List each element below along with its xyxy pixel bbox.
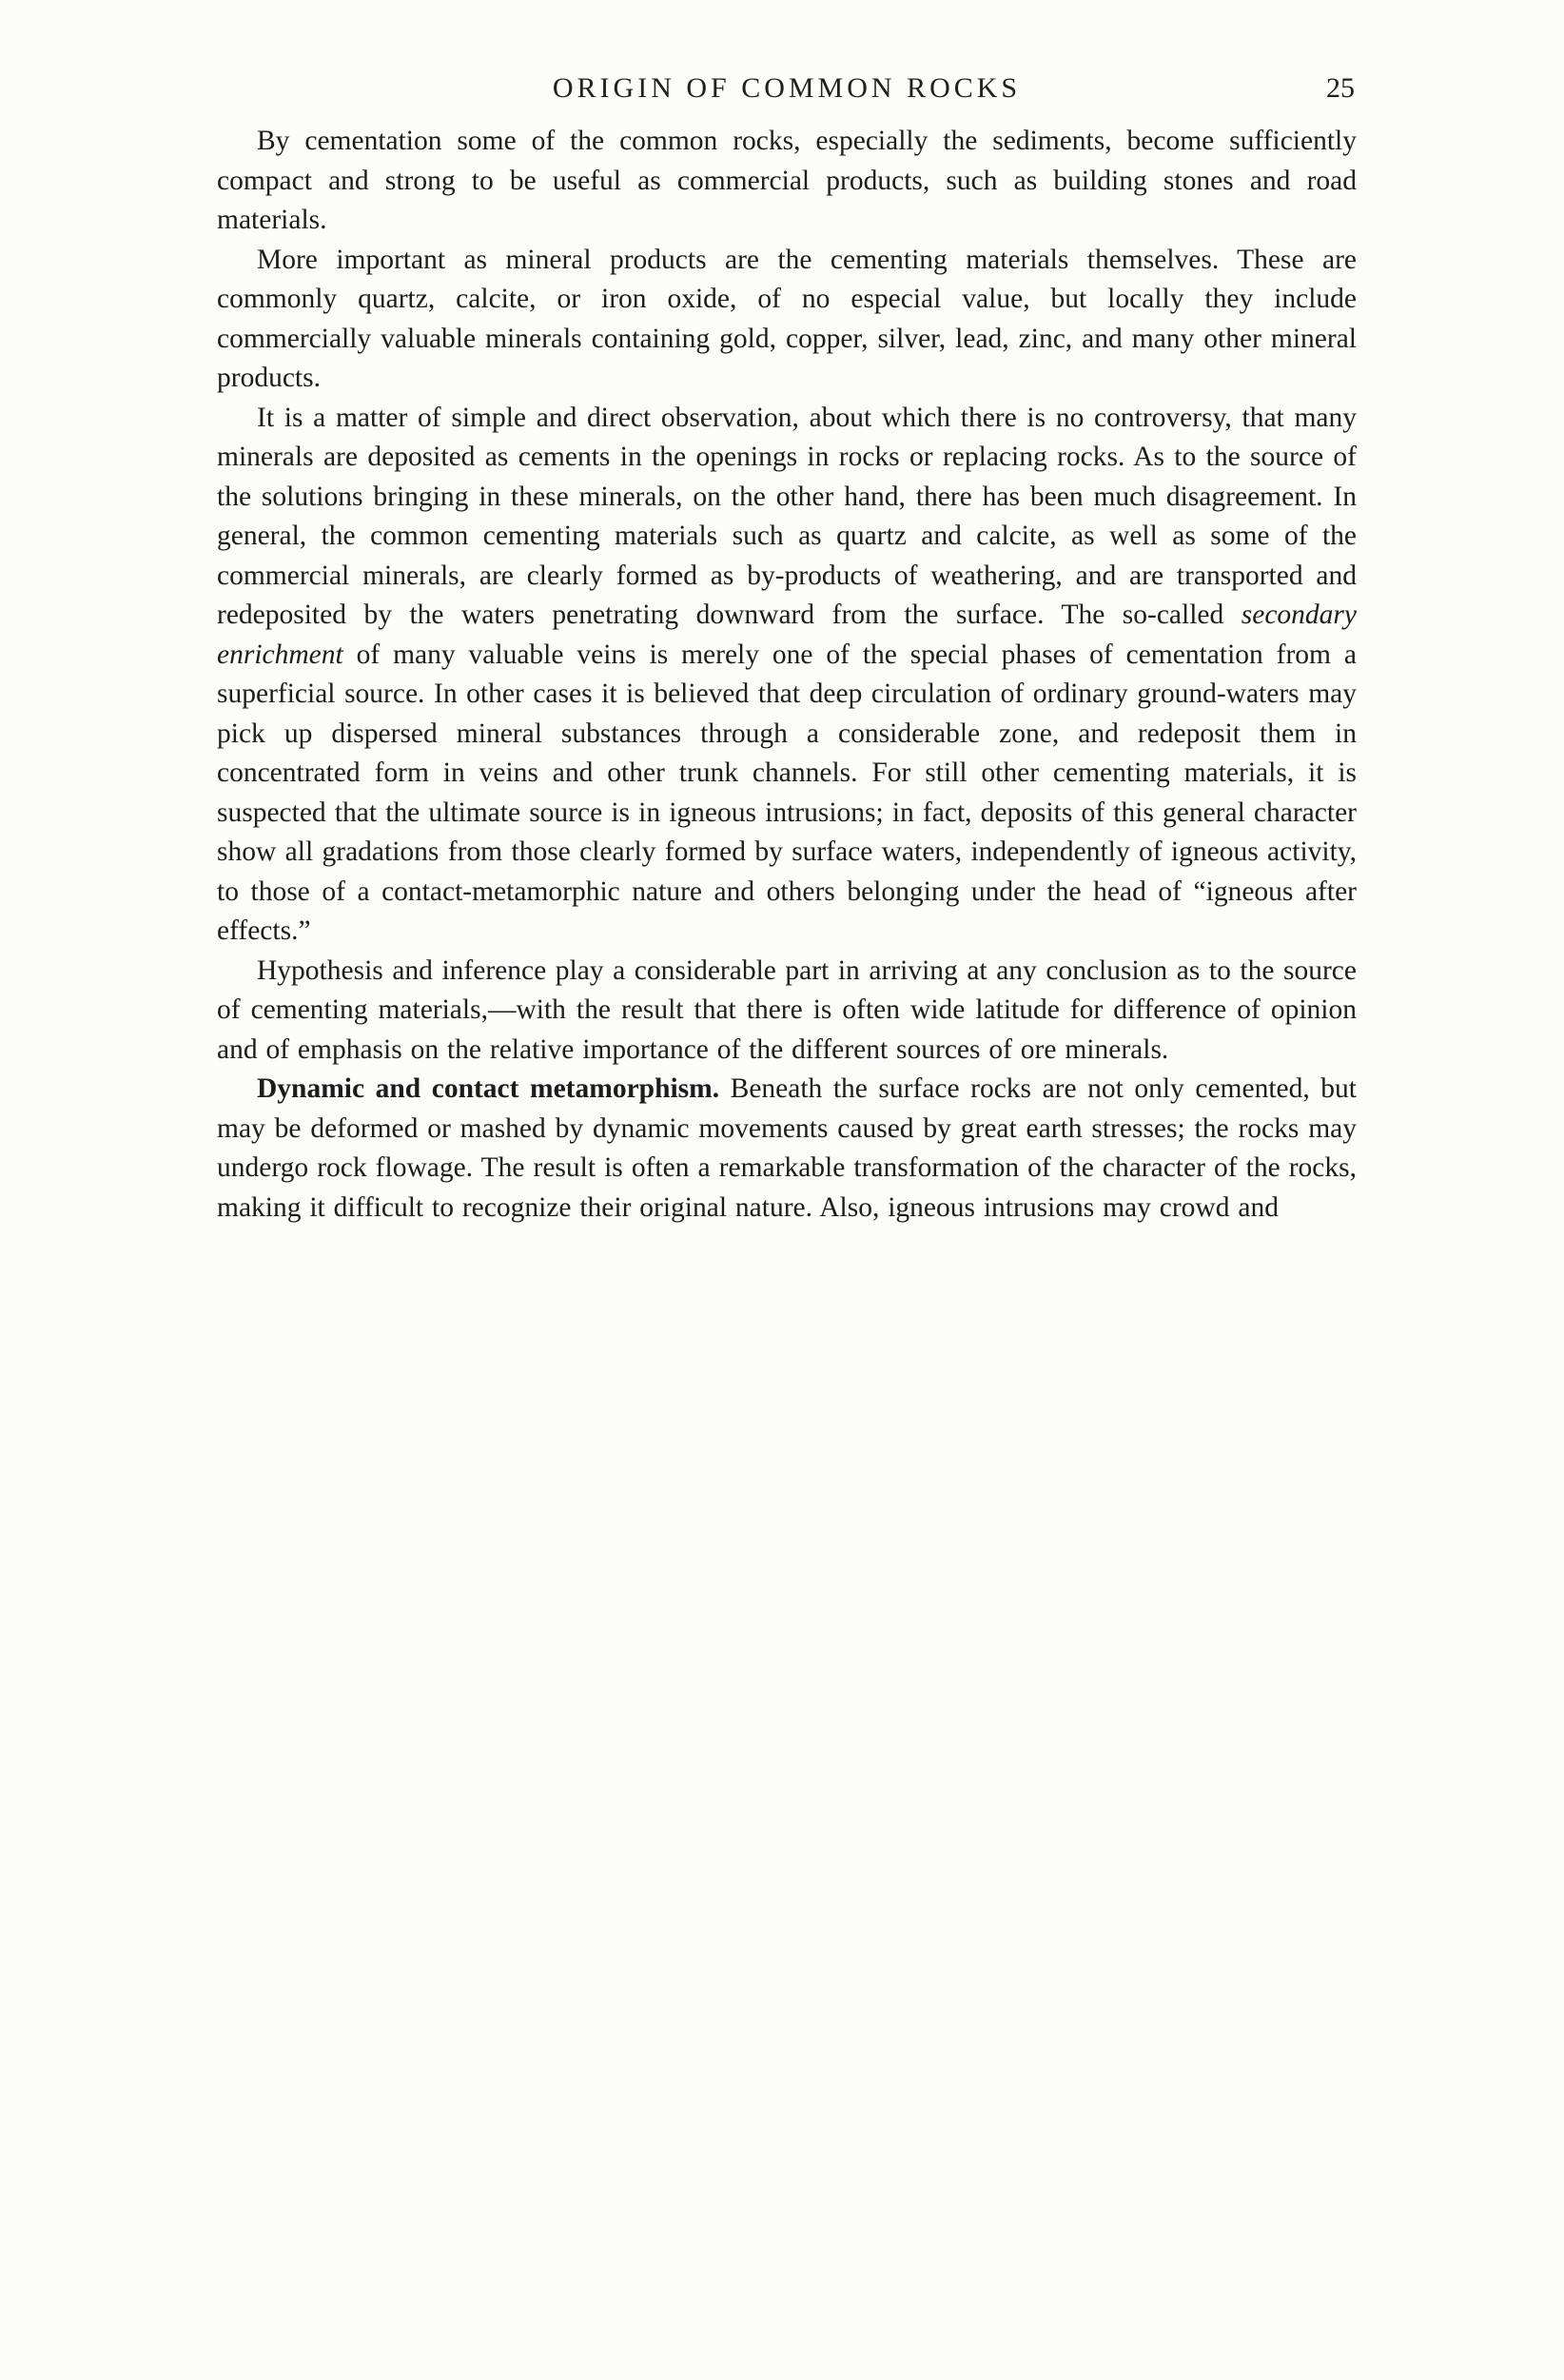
bold-lead-in: Dynamic and contact metamorphism. [257,1073,720,1104]
italic-text: secondary enrichment [217,600,1357,670]
text-segment: More important as mineral products are the cementing materials themselves. These are commonly quartz, calcite, or iron oxide, of no especial value, but locally they include commercially valuable minerals containing gold, copper, silver, lead, zinc, and many other mineral products. [217,244,1357,393]
text-segment: Hypothesis and inference play a considerable part in arriving at any conclusion as to the source of cementing materials,—with the result that there is often wide latitude for difference of opinion and of emphasis on the relative importance of the different sources of ore minerals. [217,954,1357,1065]
page-header [217,72,1357,110]
paragraph [217,122,1357,241]
text-segment: Beneath the surface rocks are not only cemented, but may be deformed or mashed by dynamic movements caused by great earth stresses; the rocks may undergo rock flowage. The result is often a remarkable transformation of the character of the rocks, making it difficult to recognize their original nature. Also, igneous intrusions may crowd and [217,1073,1357,1223]
page-number: 25 [1326,72,1355,104]
text-block [217,122,1357,1228]
running-header-title: ORIGIN OF COMMON ROCKS [552,72,1022,104]
paragraph [217,241,1357,399]
paragraph [217,952,1357,1071]
paragraph [217,1070,1357,1228]
text-segment: of many valuable veins is merely one of the special phases of cementation from a superficial source. In other cases it is believed that deep circulation of ordinary ground-waters may pick up dispersed mineral substances through a considerable zone, and redeposit them in concentrated form in veins and other trunk channels. For still other cementing materials, it is suspected that the ultimate source is in igneous intrusions; in fact, deposits of this general character show all gradations from those clearly formed by surface waters, independently of igneous activity, to those of a contact-metamorphic nature and others belonging under the head of “igneous after effects.” [217,639,1357,946]
text-segment: It is a matter of simple and direct observation, about which there is no controversy, that many minerals are deposited as cements in the openings in rocks or replacing rocks. As to the source of the solutions bringing in these minerals, on the other hand, there has been much disagreement. In general, the common cementing materials such as quartz and calcite, as well as some of the commercial minerals, are clearly formed as by-products of weathering, and are transported and redeposited by the waters penetrating downward from the surface. The so-called [217,402,1357,630]
text-segment: By cementation some of the common rocks, especially the sediments, become sufficiently compact and strong to be useful as commercial products, such as building stones and road materials. [217,126,1357,235]
paragraph [217,399,1357,952]
